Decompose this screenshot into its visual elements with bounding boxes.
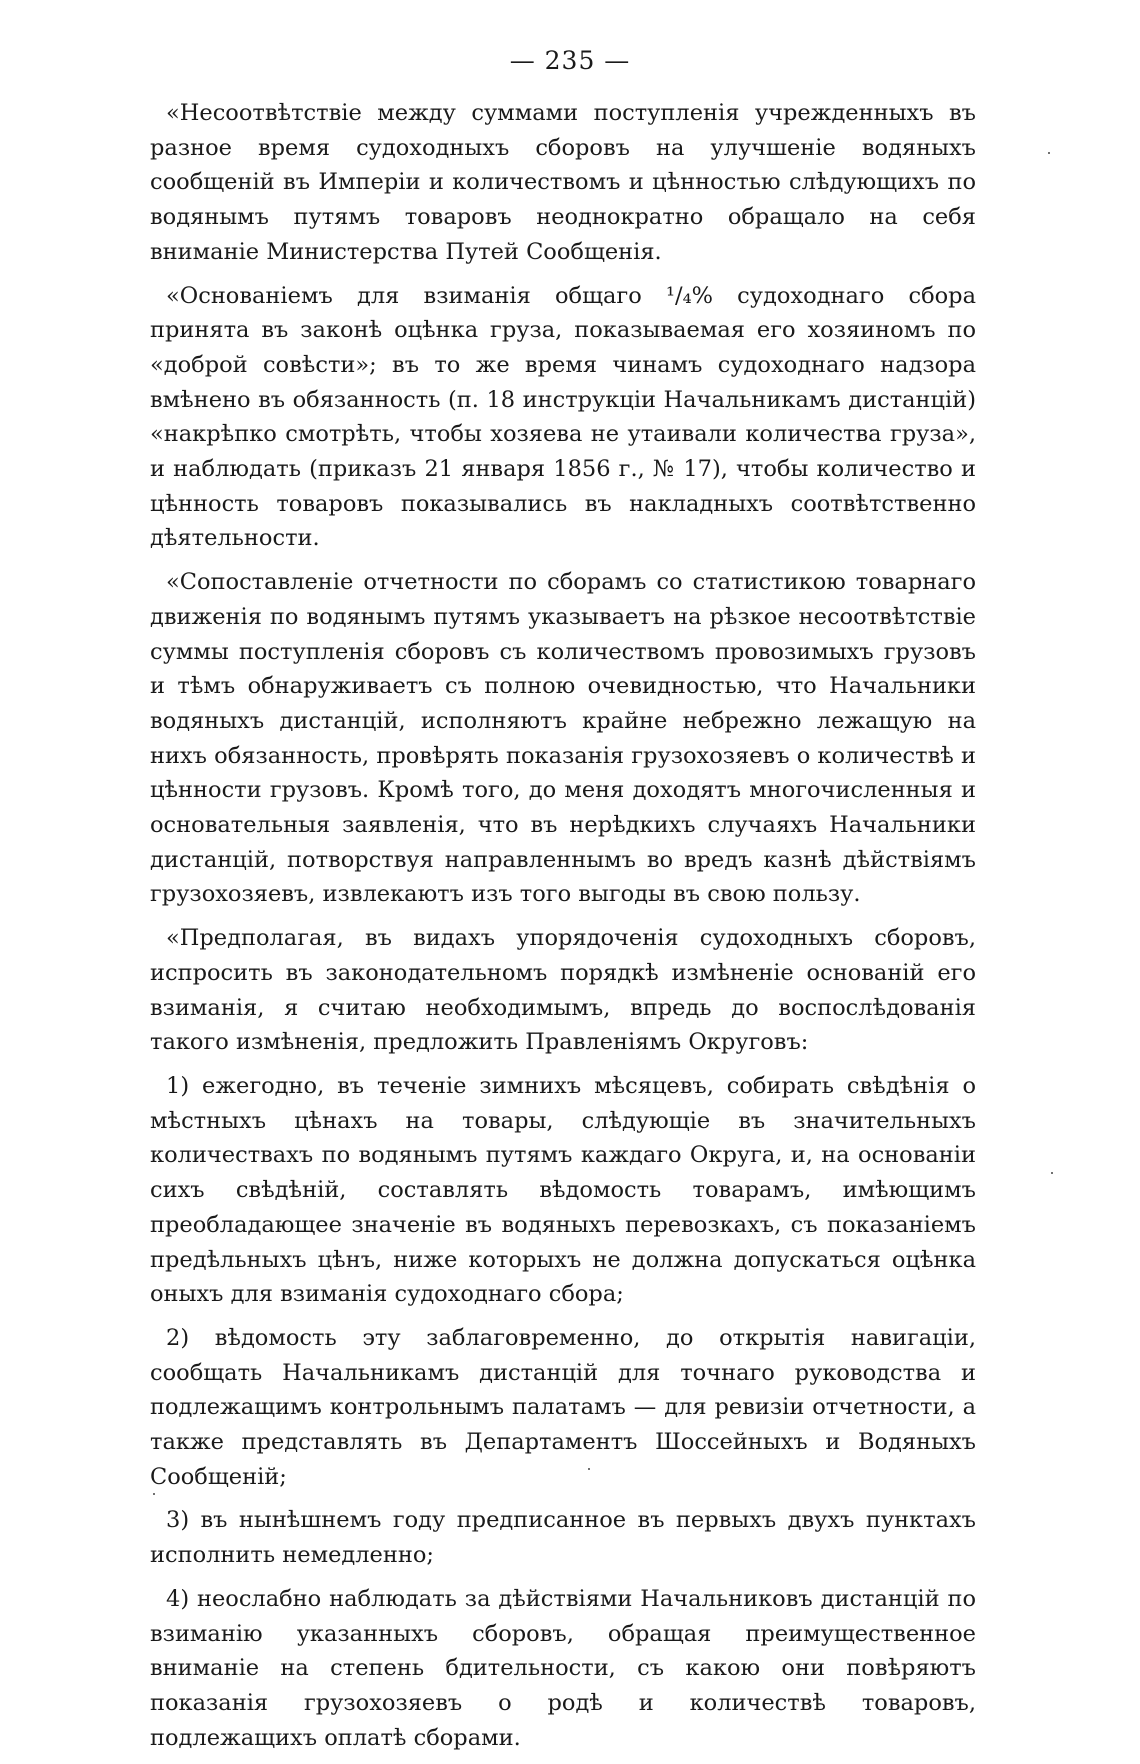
list-item: 4) неослабно наблюдать за дѣйствіями Начальниковъ дистанцій по взиманію указанныхъ сборовъ, обращая преимущественное вниманіе на степень бдительности, съ какою они повѣряютъ показанія грузохозяевъ о родѣ и количествѣ товаровъ, подлежащихъ оплатѣ сборами. <box>150 1585 976 1751</box>
scan-speck <box>1048 152 1050 154</box>
paragraph: «Несоотвѣтствіе между суммами поступленія учрежденныхъ въ разное время судоходныхъ сборовъ на улучшеніе водяныхъ сообщеній въ Имперіи и количествомъ и цѣнностью слѣдующихъ по водянымъ путямъ товаровъ неоднократно обращало на себя вниманіе Министерства Путей Сообщенія. <box>150 100 976 265</box>
list-item: 2) вѣдомость эту заблаговременно, до открытія навигаціи, сообщать Начальникамъ дистанцій для точнаго руководства и подлежащимъ контрольнымъ палатамъ — для ревизіи отчетности, а также представлять въ Департаментъ Шоссейныхъ и Водяныхъ Сообщеній; <box>150 1324 976 1490</box>
list-item: 1) ежегодно, въ теченіе зимнихъ мѣсяцевъ, собирать свѣдѣнія о мѣстныхъ цѣнахъ на товары, слѣдующіе въ значительныхъ количествахъ по водянымъ путямъ каждаго Округа, и, на основаніи сихъ свѣдѣній, составлять вѣдомость товарамъ, имѣющимъ преобладающее значеніе въ водяныхъ перевозкахъ, съ показаніемъ предѣльныхъ цѣнъ, ниже которыхъ не должна допускаться оцѣнка оныхъ для взиманія судоходнаго сбора; <box>150 1072 976 1308</box>
scan-speck <box>153 1493 155 1495</box>
list-item: 3) въ нынѣшнемъ году предписанное въ первыхъ двухъ пунктахъ исполнить немедленно; <box>150 1507 976 1569</box>
paragraph: «Предполагая, въ видахъ упорядоченія судоходныхъ сборовъ, испросить въ законодательномъ порядкѣ измѣненіе основаній его взиманія, я считаю необходимымъ, впредь до воспослѣдованія такого измѣненія, предложить Правленіямъ Округовъ: <box>150 925 976 1056</box>
page-number: — 235 — <box>509 46 631 75</box>
scan-speck <box>588 1468 590 1470</box>
scan-speck <box>1051 1172 1053 1174</box>
paragraph: «Сопоставленіе отчетности по сборамъ со статистикою товарнаго движенія по водянымъ путямъ указываетъ на рѣзкое несоотвѣтствіе суммы поступленія сборовъ съ количествомъ провозимыхъ грузовъ и тѣмъ обнаруживаетъ съ полною очевидностью, что Начальники водяныхъ дистанцій, исполняютъ крайне небрежно лежащую на нихъ обязанность, провѣрять показанія грузохозяевъ о количествѣ и цѣнности грузовъ. Кромѣ того, до меня доходятъ многочисленныя и основательныя заявленія, что въ нерѣдкихъ случаяхъ Начальники дистанцій, потворствуя направленнымъ во вредъ казнѣ дѣйствіямъ грузохозяевъ, извлекаютъ изъ того выгоды въ свою пользу. <box>150 569 976 908</box>
paragraph: «Основаніемъ для взиманія общаго ¹/₄% судоходнаго сбора принята въ законѣ оцѣнка груза, показываемая его хозяиномъ по «доброй совѣсти»; въ то же время чинамъ судоходнаго надзора вмѣнено въ обязанность (п. 18 инструкціи Начальникамъ дистанцій) «накрѣпко смотрѣть, чтобы хозяева не утаивали количества груза», и наблюдать (приказъ 21 января 1856 г., № 17), чтобы количество и цѣнность товаровъ показывались въ накладныхъ соотвѣтственно дѣятельности. <box>150 282 976 552</box>
body-text <box>150 96 976 1764</box>
